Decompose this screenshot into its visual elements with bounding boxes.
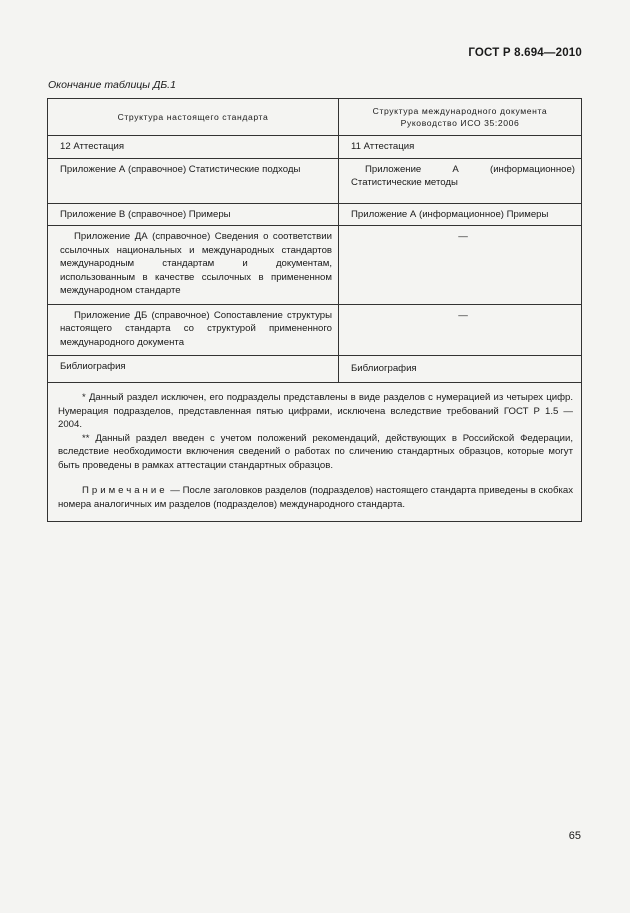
row-right-cell: Приложение А (информационное) Примеры xyxy=(351,208,549,220)
col2-header xyxy=(339,99,581,135)
row-right-cell: 11 Аттестация xyxy=(351,141,415,152)
table-row xyxy=(48,355,581,382)
standard-designation: ГОСТ Р 8.694—2010 xyxy=(468,47,582,59)
row-left-cell: Библиография xyxy=(48,356,339,382)
table-row xyxy=(48,158,581,203)
row-left-cell: Приложение ДА (справочное) Сведения о соответствии ссылочных национальных и международных стандартов международным стандартам и документам, использованным в качестве ссылочных в примененном международном стандарте xyxy=(48,226,339,304)
footnote-single-asterisk: * Данный раздел исключен, его подразделы представлены в виде разделов с нумерацией из четырех цифр. Нумерация подразделов, представленная пятью цифрами, исключена вследствие требований ГОСТ Р 1.5 — 2004. xyxy=(58,392,573,430)
table-footnotes xyxy=(48,382,581,521)
row-left-cell: Приложение В (справочное) Примеры xyxy=(48,204,339,226)
row-right-cell: — xyxy=(458,231,468,242)
col2-header-line1: Структура международного документа xyxy=(372,106,548,116)
table-note xyxy=(58,484,573,511)
row-left-cell: Приложение А (справочное) Статистические подходы xyxy=(48,159,339,203)
table-row xyxy=(48,304,581,356)
row-right-cell: Библиография xyxy=(351,363,417,374)
row-right-cell: — xyxy=(458,309,468,321)
table-row xyxy=(48,225,581,304)
footnote-double-asterisk: ** Данный раздел введен с учетом положений рекомендаций, действующих в Российской Федерации, вследствие необходимости включения сведений о работах по сличению стандартных образцов, которые могут быть проведены в рамках аттестации стандартных образцов. xyxy=(58,432,573,471)
comparison-table xyxy=(47,98,582,522)
col2-header-line2: Руководство ИСО 35:2006 xyxy=(400,118,520,128)
row-left-cell: Приложение ДБ (справочное) Сопоставление структуры настоящего стандарта со структурой примененного международного документа xyxy=(48,305,339,356)
row-left-cell: 12 Аттестация xyxy=(48,136,339,158)
table-row xyxy=(48,135,581,158)
table-header-row xyxy=(48,99,581,135)
note-label: Примечание xyxy=(82,485,168,496)
table-row xyxy=(48,203,581,226)
row-right-cell: Приложение А (информационное) Статистические методы xyxy=(351,163,575,188)
page-number: 65 xyxy=(568,830,581,842)
table-caption: Окончание таблицы ДБ.1 xyxy=(48,79,176,91)
col1-header: Структура настоящего стандарта xyxy=(48,99,339,135)
note-text: — После заголовков разделов (подразделов) настоящего стандарта приведены в скобках номера аналогичных им разделов (подразделов) международного стандарта. xyxy=(58,485,573,510)
